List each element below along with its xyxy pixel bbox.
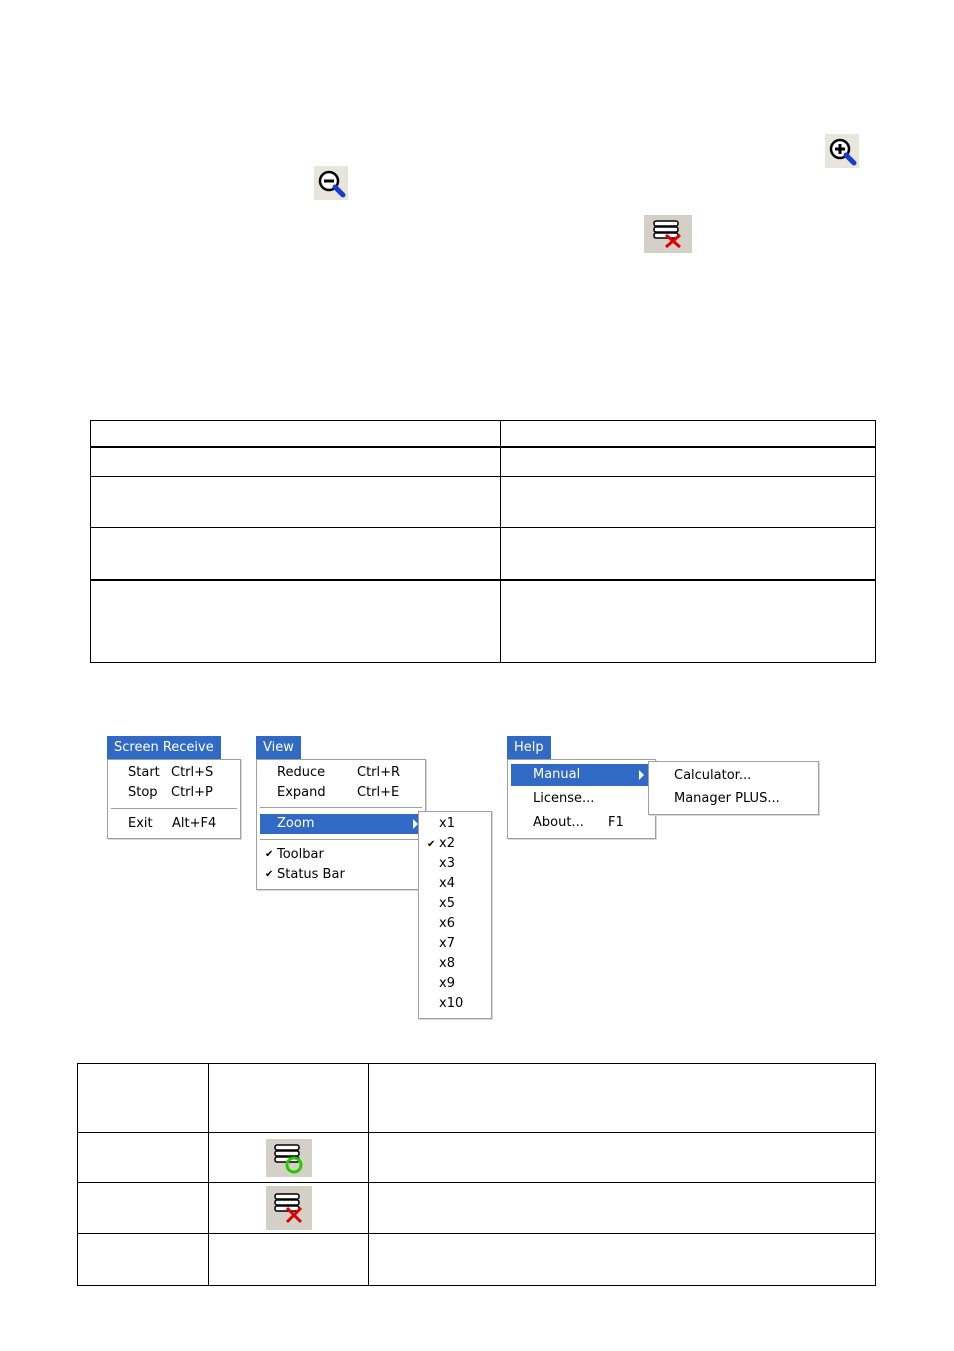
table-cell bbox=[501, 477, 876, 528]
table-cell bbox=[78, 1133, 209, 1183]
start-receive-icon bbox=[266, 1139, 312, 1177]
menu-item-exit[interactable]: Exit Alt+F4 bbox=[128, 816, 217, 831]
table-cell bbox=[91, 580, 501, 663]
table-cell bbox=[209, 1133, 369, 1183]
table-cell bbox=[369, 1133, 876, 1183]
table-cell bbox=[78, 1064, 209, 1133]
menu-item-license[interactable]: License... bbox=[533, 791, 595, 806]
zoom-option-x9[interactable]: x9 bbox=[439, 976, 455, 991]
table-cell bbox=[209, 1183, 369, 1234]
zoom-option-x10[interactable]: x10 bbox=[439, 996, 464, 1011]
table-cell bbox=[501, 447, 876, 477]
menu-item-status-bar[interactable]: Status Bar bbox=[277, 867, 345, 882]
menu-item-reduce[interactable]: Reduce Ctrl+R bbox=[277, 765, 401, 780]
menu-screen-receive-panel bbox=[107, 759, 241, 839]
submenu-arrow-icon bbox=[639, 770, 644, 780]
zoom-option-x6[interactable]: x6 bbox=[439, 916, 455, 931]
zoom-submenu-panel bbox=[418, 811, 492, 1019]
menu-item-expand[interactable]: Expand Ctrl+E bbox=[277, 785, 400, 800]
zoom-option-x8[interactable]: x8 bbox=[439, 956, 455, 971]
stop-receive-icon bbox=[644, 215, 692, 253]
menu-help-title[interactable]: Help bbox=[507, 736, 551, 759]
table-lower bbox=[77, 1063, 876, 1286]
zoom-option-x3[interactable]: x3 bbox=[439, 856, 455, 871]
zoom-out-icon bbox=[314, 166, 348, 200]
stop-receive-icon bbox=[266, 1186, 312, 1230]
zoom-option-x2[interactable]: x2 bbox=[439, 836, 455, 851]
table-upper bbox=[90, 420, 876, 663]
checkmark-icon: ✔ bbox=[265, 869, 274, 880]
menu-separator bbox=[111, 808, 237, 809]
table-cell bbox=[209, 1234, 369, 1286]
menu-item-start[interactable]: Start Ctrl+S bbox=[128, 765, 214, 780]
table-cell bbox=[369, 1234, 876, 1286]
checkmark-icon: ✔ bbox=[265, 849, 274, 860]
table-cell bbox=[369, 1183, 876, 1234]
menu-item-manual[interactable]: Manual bbox=[511, 764, 649, 786]
menu-item-about[interactable]: About... F1 bbox=[533, 815, 624, 830]
table-cell bbox=[209, 1064, 369, 1133]
menu-separator bbox=[260, 807, 422, 808]
menu-item-stop[interactable]: Stop Ctrl+P bbox=[128, 785, 213, 800]
zoom-option-x7[interactable]: x7 bbox=[439, 936, 455, 951]
zoom-option-x5[interactable]: x5 bbox=[439, 896, 455, 911]
menu-item-zoom[interactable]: Zoom bbox=[260, 814, 422, 834]
table-cell bbox=[501, 580, 876, 663]
manual-submenu-panel bbox=[648, 761, 819, 815]
table-cell bbox=[501, 528, 876, 580]
table-cell bbox=[91, 447, 501, 477]
menu-item-toolbar[interactable]: Toolbar bbox=[277, 847, 324, 862]
zoom-option-x4[interactable]: x4 bbox=[439, 876, 455, 891]
menu-view-panel bbox=[256, 759, 426, 890]
table-cell bbox=[91, 528, 501, 580]
menu-help-panel bbox=[507, 759, 656, 839]
table-cell bbox=[78, 1234, 209, 1286]
zoom-in-icon bbox=[825, 134, 859, 168]
checkmark-icon: ✔ bbox=[427, 839, 436, 850]
menu-item-manager-plus[interactable]: Manager PLUS... bbox=[674, 791, 780, 806]
zoom-option-x1[interactable]: x1 bbox=[439, 816, 455, 831]
table-cell bbox=[78, 1183, 209, 1234]
table-cell bbox=[369, 1064, 876, 1133]
table-cell bbox=[91, 421, 501, 447]
menu-screen-receive-title[interactable]: Screen Receive bbox=[107, 736, 221, 759]
menu-separator bbox=[260, 839, 422, 840]
table-cell bbox=[91, 477, 501, 528]
menu-view-title[interactable]: View bbox=[256, 736, 301, 759]
menu-item-calculator[interactable]: Calculator... bbox=[674, 768, 752, 783]
table-cell bbox=[501, 421, 876, 447]
